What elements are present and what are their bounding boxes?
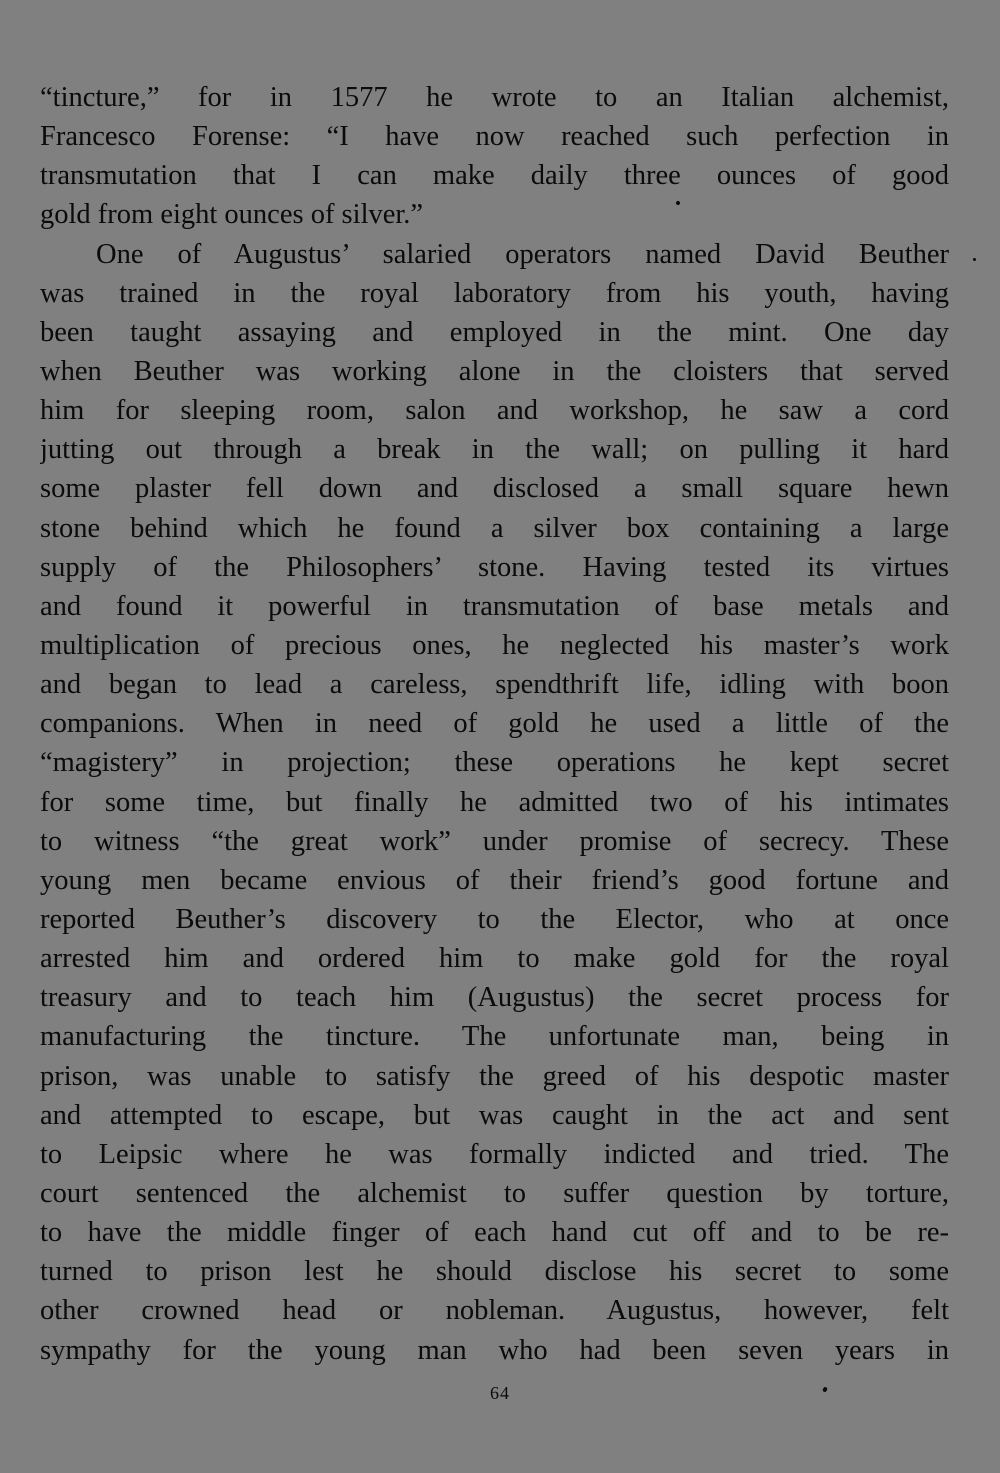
text-line: companions. When in need of gold he used a little of the [40,708,949,740]
text-line: One of Augustus’ salaried operators named David Beuther [96,238,949,270]
text-line: “tincture,” for in 1577 he wrote to an Italian alchemist, [40,82,949,113]
text-line: when Beuther was working alone in the cloisters that served [40,355,949,387]
paragraph-1 [40,78,949,235]
paragraph-2 [40,235,949,1370]
page-number: 64 [490,1383,510,1403]
text-line: jutting out through a break in the wall; on pulling it hard [40,434,949,466]
text-line: and attempted to escape, but was caught in the act and sent [40,1099,949,1131]
text-line: reported Beuther’s discovery to the Elector, who at once [40,903,949,935]
text-line: and began to lead a careless, spendthrift life, idling with boon [40,669,949,701]
text-line: him for sleeping room, salon and workshop, he saw a cord [40,395,949,427]
text-line: multiplication of precious ones, he neglected his master’s work [40,629,949,661]
text-line: sympathy for the young man who had been seven years in [40,1334,949,1366]
text-line: to witness “the great work” under promise of secrecy. These [40,825,949,857]
text-line: turned to prison lest he should disclose his secret to some [40,1256,949,1288]
text-line: manufacturing the tincture. The unfortunate man, being in [40,1021,949,1053]
text-line: other crowned head or nobleman. Augustus, however, felt [40,1295,949,1327]
text-line: to Leipsic where he was formally indicted and tried. The [40,1138,949,1170]
text-line: to have the middle finger of each hand cut off and to be re- [40,1217,949,1249]
body-text [40,78,949,1370]
text-line: for some time, but finally he admitted two of his intimates [40,786,949,818]
text-line: some plaster fell down and disclosed a small square hewn [40,473,949,505]
text-line: “magistery” in projection; these operations he kept secret [40,747,949,779]
text-line: prison, was unable to satisfy the greed of his despotic master [40,1060,949,1092]
text-line: was trained in the royal laboratory from his youth, having [40,277,949,309]
text-line: been taught assaying and employed in the mint. One day [40,316,949,348]
text-line: Francesco Forense: “I have now reached such perfection in [40,121,949,153]
text-line: transmutation that I can make daily three ounces of good [40,160,949,192]
text-line: gold from eight ounces of silver.” [40,199,424,231]
text-line: young men became envious of their friend’s good fortune and [40,864,949,896]
ink-speck [973,258,976,261]
text-line: treasury and to teach him (Augustus) the secret process for [40,982,949,1014]
text-line: and found it powerful in transmutation of base metals and [40,590,949,622]
text-line: supply of the Philosophers’ stone. Having tested its virtues [40,551,949,583]
text-line: stone behind which he found a silver box containing a large [40,512,949,544]
text-line: arrested him and ordered him to make gold for the royal [40,943,949,975]
text-line: court sentenced the alchemist to suffer question by torture, [40,1177,949,1209]
